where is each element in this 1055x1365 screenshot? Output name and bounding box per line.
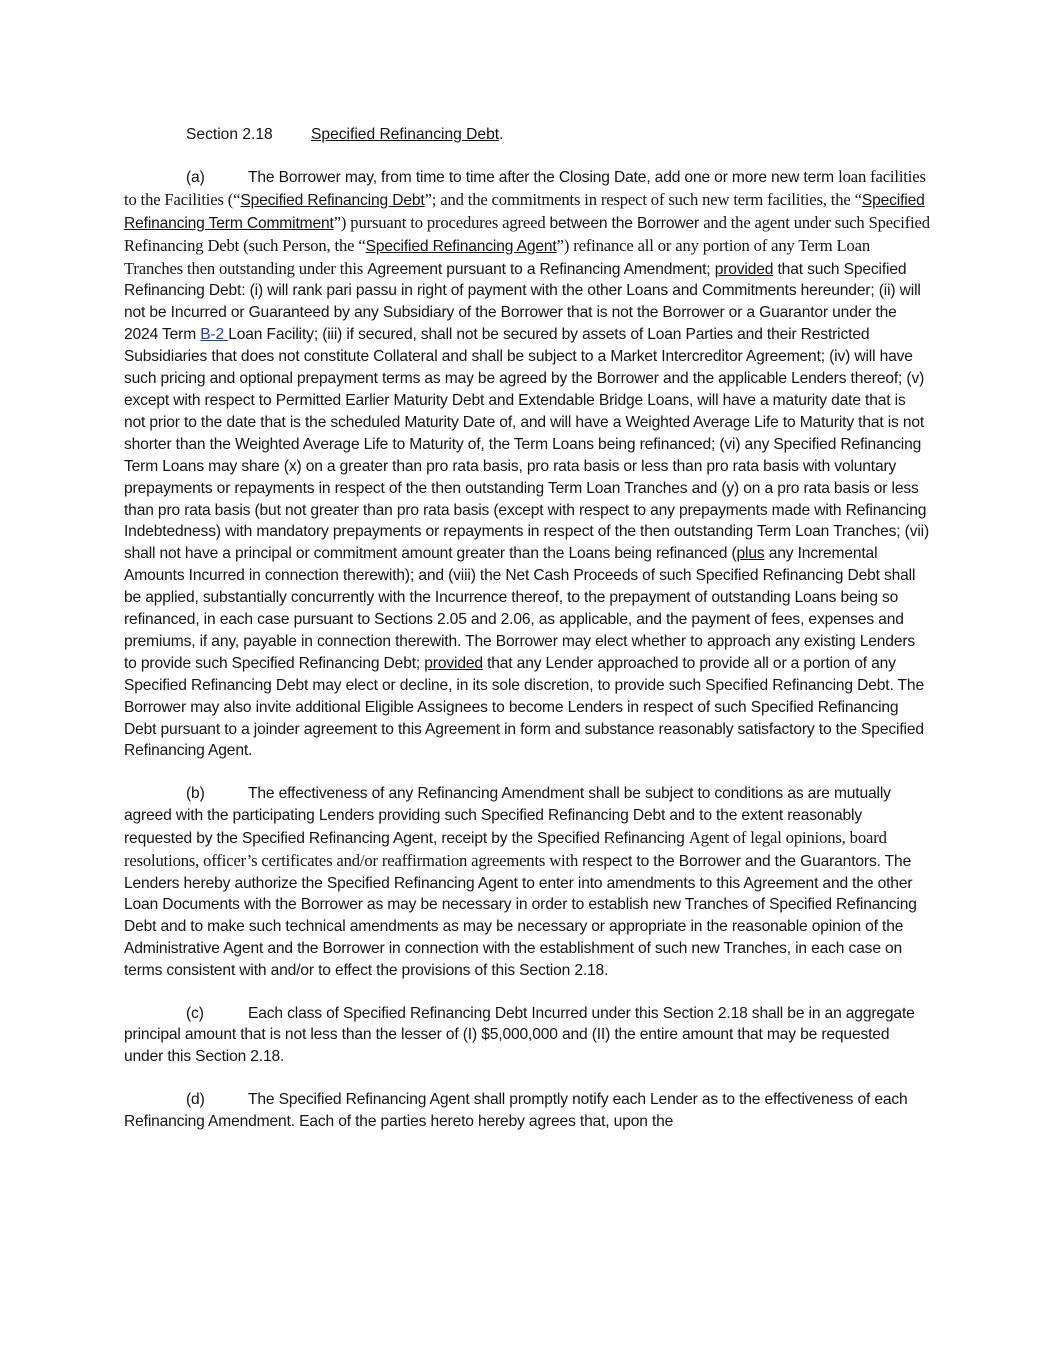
paragraph-label: (d) (186, 1090, 205, 1108)
paragraph-text: between the Borrower (549, 214, 704, 232)
paragraph-text: The Borrower may, from time to time after the Closing Date, add one or more new term (248, 168, 839, 186)
provided-term: provided (424, 654, 483, 672)
section-heading (186, 124, 930, 146)
provided-term: provided (714, 260, 774, 278)
paragraph-text: Agreement pursuant to a Refinancing Amendment; (367, 260, 715, 278)
defined-term: Specified Refinancing Debt (240, 191, 425, 209)
paragraph-a (124, 166, 930, 762)
paragraph-text: The effectiveness of any Refinancing Amendment shall be subject to conditions as are mutually agreed with the participating Lenders providing such Specified Refinancing Debt and to the extent reasonably requested by the Specified Refinancing Agent, receipt by the Specified Refinancing (124, 784, 891, 847)
paragraph-text: and the agent under such Specified Refinancing Debt (such Person, the “ (124, 212, 930, 255)
paragraph-label: (b) (186, 784, 205, 802)
paragraph-label: (a) (186, 168, 205, 186)
paragraph-text: any Incremental Amounts Incurred in connection therewith); and (viii) the Net Cash Proceeds of such Specified Refinancing Debt shall be applied, substantially concurrently with the Incurrence thereof, to the prepayment of outstanding Loans being so refinanced, in each case pursuant to Sections 2.05 and 2.06, as applicable, and the payment of fees, expenses and premiums, if any, payable in connection therewith. The Borrower may elect whether to approach any existing Lenders to provide such Specified Refinancing Debt; (124, 545, 916, 672)
section-number: Section 2.18 (186, 126, 273, 143)
paragraph-text: that such Specified Refinancing Debt: (i) will rank pari passu in right of payment with the other Loans and Commitments hereunder; (ii) will not be Incurred or Guaranteed by any Subsidiary of the Borrower that is not the Borrower or a Guarantor under the 2024 Term (124, 260, 921, 344)
paragraph-b (124, 783, 930, 982)
defined-term: Specified Refinancing Term Commitment (124, 191, 925, 232)
plus-term: plus (736, 545, 765, 563)
paragraph-text: respect to the Borrower and the Guarantors. The Lenders hereby authorize the Specified Refinancing Agent to enter into amendments to this Agreement and the other Loan Documents with the Borrower as may be necessary in order to establish new Tranches of Specified Refinancing Debt and to make such technical amendments as may be necessary or appropriate in the reasonable opinion of the Administrative Agent and the Borrower in connection with the establishment of such new Tranches, in each case on terms consistent with and/or to effect the provisions of this Section 2.18. (124, 852, 917, 980)
section-title-period: . (499, 126, 504, 143)
section-title: Specified Refinancing Debt (311, 126, 500, 143)
paragraph-text: Agent of legal opinions, board resolutions, officer’s certificates and/or reaffirmation agreements with (124, 827, 887, 870)
paragraph-text: ”; and the commitments in respect of such new term facilities, the “ (424, 189, 862, 209)
paragraph-label: (c) (186, 1004, 204, 1022)
paragraph-text: The Specified Refinancing Agent shall promptly notify each Lender as to the effectiveness of each Refinancing Amendment. Each of the parties hereto hereby agrees that, upon the (124, 1090, 908, 1130)
paragraph-d (124, 1089, 930, 1133)
b2-link[interactable]: B-2 (200, 326, 229, 344)
paragraph-text: Loan Facility; (iii) if secured, shall not be secured by assets of Loan Parties and their Restricted Subsidiaries that does not constitute Collateral and shall be subject to a Market Intercreditor Agreement; (iv) will have such pricing and optional prepayment terms as may be agreed by the Borrower and the applicable Lenders thereof; (v) except with respect to Permitted Earlier Maturity Debt and Extendable Bridge Loans, will have a maturity date that is not prior to the date that is the scheduled Maturity Date of, and will have a Weighted Average Life to Maturity that is not shorter than the Weighted Average Life to Maturity of, the Term Loans being refinanced; (vi) any Specified Refinancing Term Loans may share (x) on a greater than pro rata basis, pro rata basis or less than pro rata basis with voluntary prepayments or repayments in respect of the then outstanding Term Loan Tranches and (y) on a pro rata basis or less than pro rata basis (but not greater than pro rata basis (except with respect to any prepayments made with Refinancing Indebtedness) with mandatory prepayments or repayments in respect of the then outstanding Term Loan Tranches; (vii) shall not have a principal or commitment amount greater than the Loans being refinanced ( (124, 326, 930, 563)
defined-term: Specified Refinancing Agent (365, 237, 557, 255)
paragraph-text: Each class of Specified Refinancing Debt Incurred under this Section 2.18 shall be in an aggregate principal amount that is not less than the lesser of (I) $5,000,000 and (II) the entire amount that may be requested under this Section 2.18. (124, 1004, 915, 1066)
paragraph-c (124, 1003, 930, 1069)
paragraph-text: loan facilities to the Facilities (“ (124, 166, 926, 209)
paragraph-text: that any Lender approached to provide all or a portion of any Specified Refinancing Debt may elect or decline, in its sole discretion, to provide such Specified Refinancing Debt. The Borrower may also invite additional Eligible Assignees to become Lenders in respect of such Specified Refinancing Debt pursuant to a joinder agreement to this Agreement in form and substance reasonably satisfactory to the Specified Refinancing Agent. (124, 654, 924, 760)
paragraph-text: ”) pursuant to procedures agreed (333, 212, 550, 232)
document-page (124, 124, 930, 1153)
paragraph-text: ”) refinance all or any portion of any Term Loan Tranches then outstanding under this (124, 235, 871, 278)
